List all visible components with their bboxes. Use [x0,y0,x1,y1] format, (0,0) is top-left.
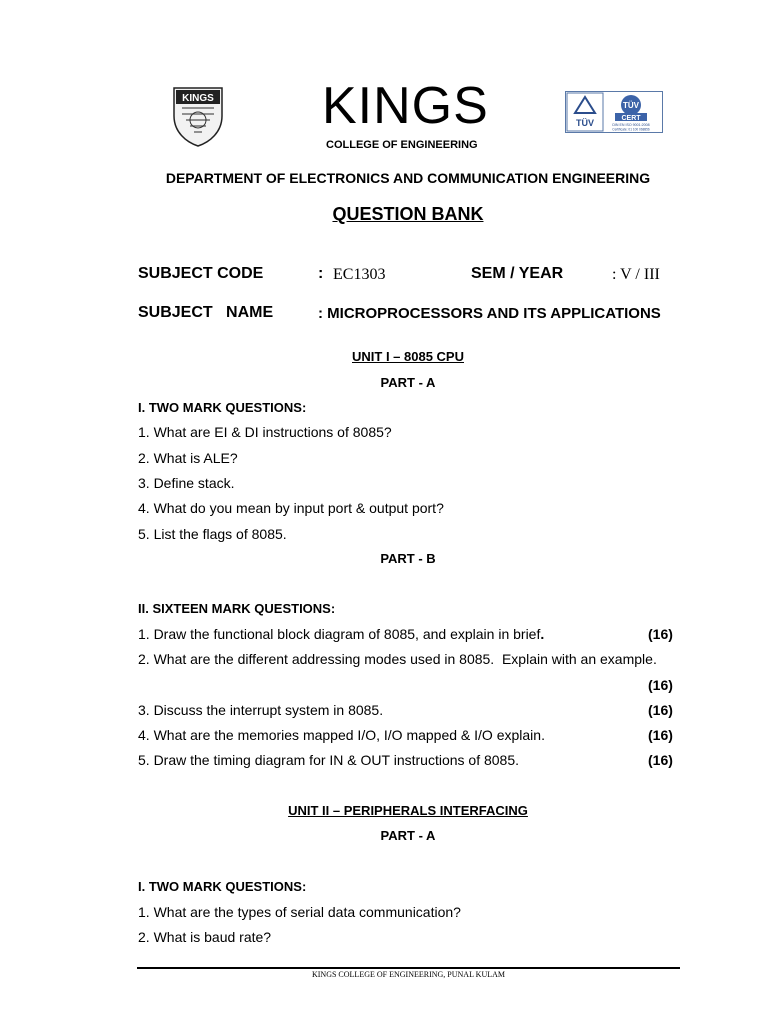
subject-name-label: SUBJECT NAME [138,304,274,321]
question-item: 4. What do you mean by input port & output port? [138,500,444,516]
department-heading: DEPARTMENT OF ELECTRONICS AND COMMUNICATION ENGINEERING [165,170,651,186]
question-item: 1. What are the types of serial data communication? [138,904,461,920]
mark-value: (16) [648,702,673,718]
mark-value: (16) [648,727,673,743]
mark-value: (16) [648,752,673,768]
cert-iso-text: DIN EN ISO 9001:2008 [612,123,650,127]
college-crest-logo [172,86,224,148]
cert-number-text: Certificate: 01 100 068856 [612,127,650,132]
question-item: 5. Draw the timing diagram for IN & OUT instructions of 8085. [138,752,520,768]
logo-text: KINGS [182,93,214,104]
unit1-part-a: PART - A [380,375,436,390]
footer-rule [137,967,680,969]
unit2-part-a: PART - A [380,828,436,843]
svg-text:TÜV: TÜV [623,101,639,110]
question-item: 2. What is ALE? [138,450,238,466]
footer-text: KINGS COLLEGE OF ENGINEERING, PUNAL KULAM [311,970,506,979]
mark-value: (16) [648,677,673,693]
unit2-title: UNIT II – PERIPHERALS INTERFACING [288,803,528,818]
question-item: 1. What are EI & DI instructions of 8085? [138,424,392,440]
cert-cert-text: CERT [621,115,641,122]
question-end-dot: . [540,626,545,642]
question-item: 3. Define stack. [138,475,235,491]
cert-tuv-text: TÜV [576,118,594,128]
tuv-cert-logo [565,91,663,133]
brand-title: KINGS [322,77,489,135]
subject-code-label: SUBJECT CODE [138,265,264,282]
question-item: 4. What are the memories mapped I/O, I/O mapped & I/O explain. [138,727,545,743]
college-subtitle: COLLEGE OF ENGINEERING [326,139,478,151]
sem-year-label: SEM / YEAR [471,265,564,282]
question-item [138,626,544,642]
unit1-two-mark-heading: I. TWO MARK QUESTIONS: [138,400,307,415]
question-item: 2. What is baud rate? [138,929,272,945]
mark-value: (16) [648,626,673,642]
subject-name-value: : MICROPROCESSORS AND ITS APPLICATIONS [318,305,661,322]
subject-code-value: EC1303 [333,266,386,283]
unit1-part-b: PART - B [380,551,436,566]
unit2-two-mark-heading: I. TWO MARK QUESTIONS: [138,879,307,894]
question-item: 2. What are the different addressing modes used in 8085. Explain with an example. [138,651,657,667]
unit1-sixteen-heading: II. SIXTEEN MARK QUESTIONS: [138,601,336,616]
subject-code-colon: : [318,265,324,282]
question-text: 1. Draw the functional block diagram of 8085, and explain in brief [138,626,541,642]
unit1-title: UNIT I – 8085 CPU [352,349,464,364]
document-title: QUESTION BANK [332,204,484,224]
question-item: 5. List the flags of 8085. [138,526,287,542]
sem-year-value: : V / III [612,266,660,283]
question-item: 3. Discuss the interrupt system in 8085. [138,702,384,718]
